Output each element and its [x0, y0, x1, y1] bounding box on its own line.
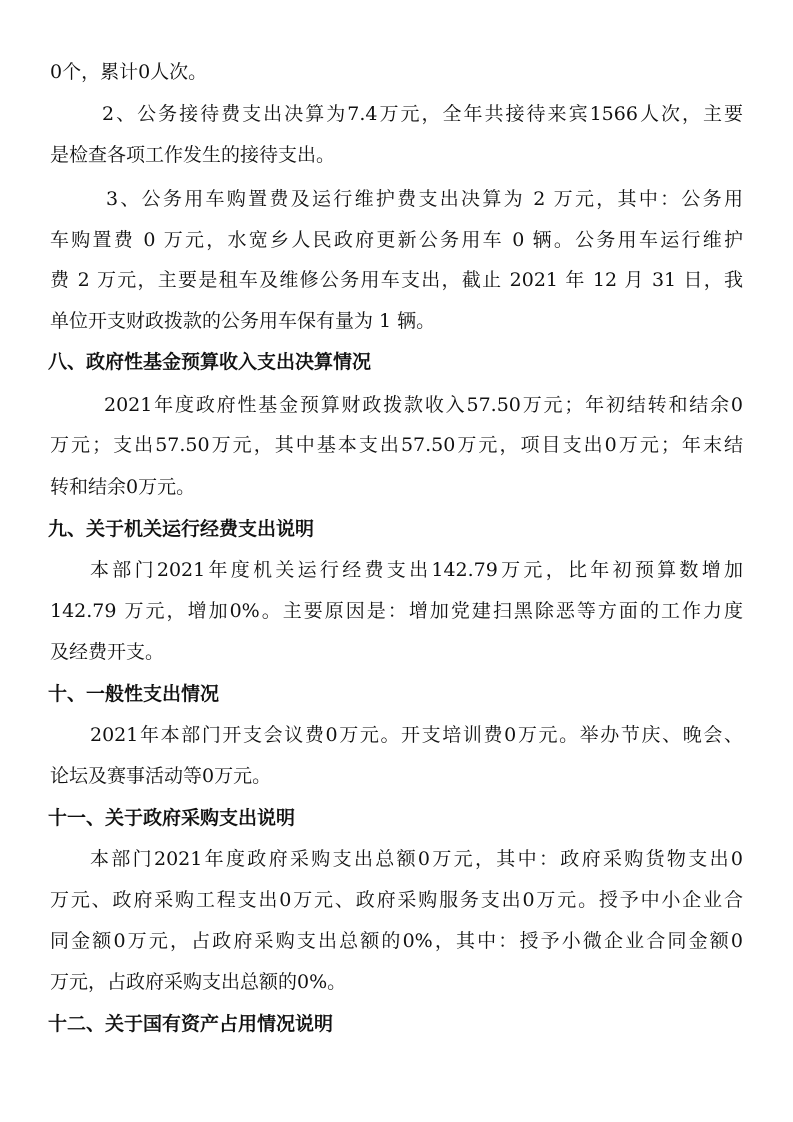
text-line: 万元、政府采购工程支出0万元、政府采购服务支出0万元。授予中小企业合 — [50, 889, 743, 911]
text-line: 车购置费 0 万元，水宽乡人民政府更新公务用车 0 辆。公务用车运行维护 — [50, 229, 743, 251]
text-line: 万元；支出57.50万元，其中基本支出57.50万元，项目支出0万元；年末结 — [50, 434, 743, 456]
text-line: 2、公务接待费支出决算为7.4万元，全年共接待来宾1566人次，主要 — [102, 103, 743, 125]
section-heading: 十二、关于国有资产占用情况说明 — [48, 1013, 334, 1035]
section-heading: 十一、关于政府采购支出说明 — [48, 807, 296, 829]
section-heading: 十、一般性支出情况 — [48, 683, 220, 705]
text-line: 0个，累计0人次。 — [50, 61, 208, 83]
text-line: 单位开支财政拨款的公务用车保有量为 1 辆。 — [50, 310, 436, 332]
text-line: 转和结余0万元。 — [50, 476, 196, 498]
section-heading: 八、政府性基金预算收入支出决算情况 — [48, 351, 372, 373]
text-line: 是检查各项工作发生的接待支出。 — [50, 144, 336, 166]
text-line: 本部门2021年度政府采购支出总额0万元，其中：政府采购货物支出0 — [90, 848, 743, 870]
text-line: 142.79 万元，增加0%。主要原因是：增加党建扫黑除恶等方面的工作力度 — [50, 600, 743, 622]
text-line: 万元，占政府采购支出总额的0%。 — [50, 971, 347, 993]
text-line: 及经费开支。 — [50, 641, 165, 663]
text-line: 2021年本部门开支会议费0万元。开支培训费0万元。举办节庆、晚会、 — [90, 724, 743, 746]
text-line: 3、公务用车购置费及运行维护费支出决算为 2 万元，其中：公务用 — [106, 188, 743, 210]
text-line: 本部门2021年度机关运行经费支出142.79万元，比年初预算数增加 — [90, 559, 743, 581]
text-line: 同金额0万元，占政府采购支出总额的0%，其中：授予小微企业合同金额0 — [50, 930, 743, 952]
text-line: 论坛及赛事活动等0万元。 — [50, 765, 272, 787]
section-heading: 九、关于机关运行经费支出说明 — [48, 518, 315, 540]
text-line: 费 2 万元，主要是租车及维修公务用车支出，截止 2021 年 12 月 31 日，我 — [50, 269, 743, 291]
text-line: 2021年度政府性基金预算财政拨款收入57.50万元；年初结转和结余0 — [104, 394, 743, 416]
